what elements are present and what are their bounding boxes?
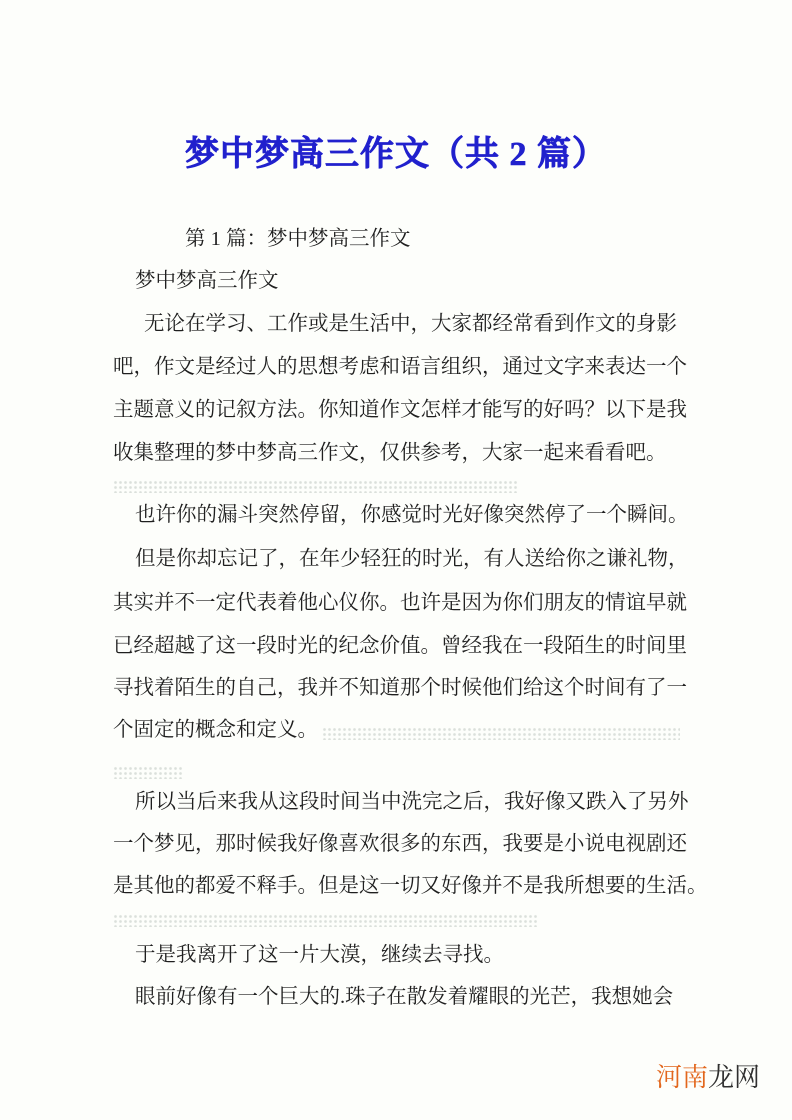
body-line: 收集整理的梦中梦高三作文，仅供参考，大家一起来看看吧。 <box>113 442 667 464</box>
page-title: 梦中梦高三作文（共 2 篇） <box>185 135 607 173</box>
faint-watermark-line <box>113 914 537 927</box>
faint-watermark-line <box>113 766 183 779</box>
body-line: 无论在学习、工作或是生活中，大家都经常看到作文的身影 <box>144 313 677 335</box>
body-line: 是其他的都爱不释手。但是这一切又好像并不是我所想要的生活。 <box>113 875 708 897</box>
article-subheading: 梦中梦高三作文 <box>135 270 279 292</box>
body-line: 一个梦见，那时候我好像喜欢很多的东西，我要是小说电视剧还 <box>113 833 687 855</box>
body-line: 其实并不一定代表着他心仪你。也许是因为你们朋友的情谊早就 <box>113 592 687 614</box>
body-line: 所以当后来我从这段时间当中洗完之后，我好像又跌入了另外 <box>135 791 689 813</box>
body-line: 但是你却忘记了，在年少轻狂的时光，有人送给你之谦礼物， <box>135 548 689 570</box>
body-line: 主题意义的记叙方法。你知道作文怎样才能写的好吗？以下是我 <box>113 399 687 421</box>
body-line: 吧，作文是经过人的思想考虑和语言组织，通过文字来表达一个 <box>113 356 687 378</box>
article-heading-line: 第 1 篇：梦中梦高三作文 <box>185 228 411 250</box>
body-line: 眼前好像有一个巨大的.珠子在散发着耀眼的光芒，我想她会 <box>135 986 674 1008</box>
body-line: 寻找着陌生的自己，我并不知道那个时候他们给这个时间有了一 <box>113 677 687 699</box>
faint-watermark-line <box>322 727 680 740</box>
site-watermark <box>656 1063 760 1092</box>
site-watermark-prefix: 河南 <box>656 1062 709 1092</box>
body-line: 于是我离开了这一片大漠，继续去寻找。 <box>135 944 504 966</box>
site-watermark-suffix: 龙网 <box>708 1062 761 1092</box>
body-line: 也许你的漏斗突然停留，你感觉时光好像突然停了一个瞬间。 <box>135 504 689 526</box>
faint-watermark-line <box>113 480 517 493</box>
body-line: 个固定的概念和定义。 <box>113 719 318 741</box>
body-line: 已经超越了这一段时光的纪念价值。曾经我在一段陌生的时间里 <box>113 635 687 657</box>
